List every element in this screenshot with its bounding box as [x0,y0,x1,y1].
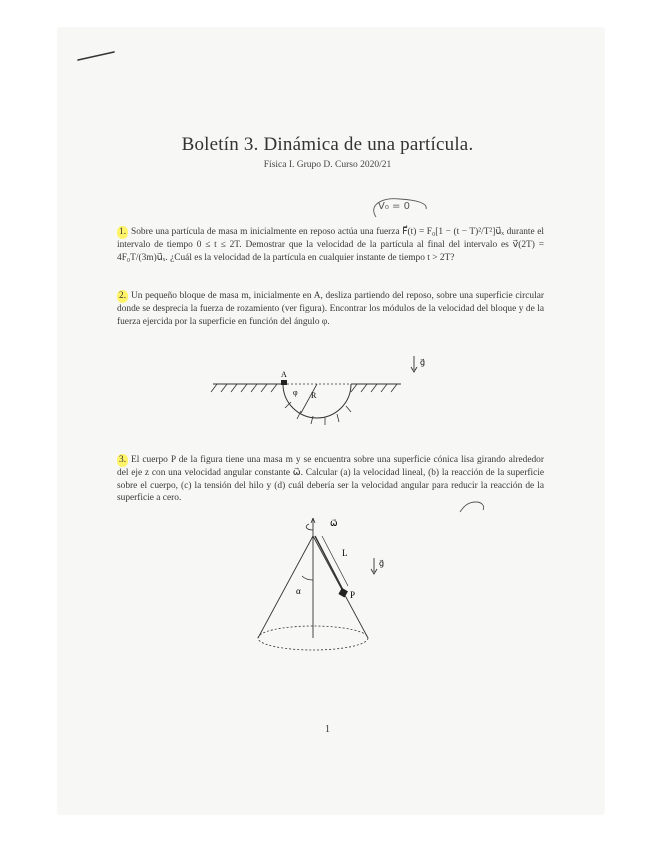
problem-text: El cuerpo P de la figura tiene una masa m y se encuentra sobre una superficie cónica lisa girando alrededor del eje z con una velocidad angular constante ω⃗. Calcular (a) la velocidad lineal, (b) la reacción de la superficie sobre el cuerpo, (c) la tensión del hilo y (d) cuál debería ser la velocidad angular para reducir la reacción de la superficie a cero. [117,455,544,504]
label-omega: ω⃗ [330,518,338,528]
problem-text: Sobre una partícula de masa m inicialmente en reposo actúa una fuerza F⃗(t) = F₀[1 − (t − T)²/T²]u⃗ₓ durante el intervalo de tiempo 0 ≤ t ≤ 2T. Demostrar que la velocidad de la partícula al final del intervalo es v⃗(2T) = 4F₀T/(3m)u⃗ₓ. ¿Cuál es la velocidad de la partícula en cualquier instante de tiempo t > 2T? [117,227,544,263]
problem-number: 3. [119,455,127,465]
string-L [315,536,344,592]
label-g: g⃗ [379,559,385,568]
label-g: g⃗ [420,358,426,367]
problem-number: 2. [119,291,127,301]
label-L: L [342,548,348,558]
cone-right-side [313,536,368,638]
label-phi: φ [293,388,298,397]
label-alpha: α [296,586,301,596]
problem-text: Un pequeño bloque de masa m, inicialmente en A, desliza partiendo del reposo, sobre una superficie circular donde se desprecia la fuerza de rozamiento (ver figura). Encontrar los módulos de la velocidad del bloque y de la fuerza ejercida por la superficie en función del ángulo φ. [117,291,544,327]
page-number: 1 [325,724,330,735]
page-subtitle: Física I. Grupo D. Curso 2020/21 [263,160,392,170]
label-A: A [281,370,287,379]
problem-number: 1. [119,227,127,237]
figure-cone [250,510,410,680]
handwritten-note: V₀ = 0 [372,201,404,212]
pen-stroke-mark [76,48,126,68]
arc-hatching [285,402,351,425]
handwritten-squiggle [458,500,488,514]
surface-hatching [211,384,397,392]
problem-3 [117,454,544,505]
label-P: P [350,590,356,600]
angle-alpha-arc [302,576,313,580]
string-L-offset [322,536,348,586]
rotation-arc [306,524,313,530]
page-title: Boletín 3. Dinámica de una partícula. [181,134,474,155]
figure-circular-surface [205,350,445,430]
block-A [281,380,287,385]
cone-left-side [258,536,313,638]
problem-1 [117,226,544,264]
problem-2 [117,290,544,328]
body-P [338,588,348,598]
label-R: R [311,391,317,400]
